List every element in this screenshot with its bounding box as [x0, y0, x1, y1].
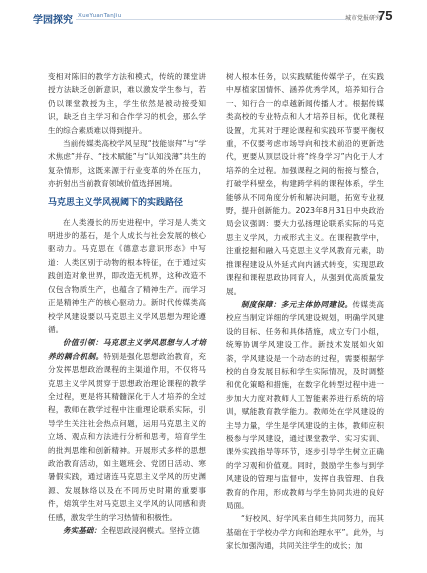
section-name: 城市党报研究	[345, 15, 382, 22]
paragraph	[226, 298, 384, 513]
journal-logo-subtitle: XueYuanTanJiu	[78, 13, 122, 19]
subheading-label: 制度保障：多元主体协同建设。	[241, 299, 353, 309]
page-number: 75	[378, 8, 393, 23]
subheading-label: 务实基础：	[63, 526, 101, 535]
paragraph-text: 传媒类高校应当制定详细的学风建设规划，明确学风建设的目标、任务和具体措施，成立专门小组，统筹协调学风建设工作。新技术发展如火如荼，学风建设是一个动态的过程，需要根据学校的自身发展目标和学生实际情况，及时调整和优化策略和措施，在数字化转型过程中进一步加大力度对教师人工智能素养进行系统的培训，赋能教育教学能力。教师处在学风建设的主导力量，学生是学风建设的主体，教师应积极参与学风建设，通过课堂教学、实习实训、课外实践指导等环节，逐步引导学生树立正确的学习观和价值观。同时，鼓励学生参与到学风建设的管理与监督中，发挥自我管理、自我教育的作用，形成教师与学生协同共进的良好局面。	[226, 299, 385, 510]
right-column	[226, 70, 384, 553]
paragraph-text: 全程思政浸润模式。坚持立德	[100, 526, 200, 535]
header-rule	[76, 19, 346, 20]
paragraph: 变相对陈旧的教学方法和模式，传统的课堂讲授方法缺乏创新意识，难以激发学生参与，若仍以课堂教授为主，学生依然是被动接受知识，缺乏自主学习和合作学习的机会，那么学生的综合素质难以得到提升。	[48, 72, 206, 135]
section-heading: 马克思主义学风视阈下的实践路径	[48, 197, 184, 208]
paragraph: 在人类漫长的历史进程中，学习是人类文明进步的基石，是个人成长与社会发展的核心驱动力。马克思在《德意志意识形态》中写道：人类区别于动物的根本特征，在于通过实践创造对象世界，即改造无机界，这种改造不仅包含物质生产，也蕴含了精神生产。而学习正是精神生产的核心驱动力。新时代传媒类高校学风建设要以马克思主义学风思想为理论遵循。	[48, 217, 206, 334]
paragraph	[48, 336, 206, 524]
journal-logo: 学园探究	[33, 15, 73, 26]
paragraph: 树人根本任务，以实践赋能传媒学子，在实践中厚植家国情怀、涵养优秀学风，培养知行合一、知行合一的卓越新闻传播人才。根据传媒类高校的专业特点和人才培养目标，优化课程设置，尤其对于理论课程和实践环节要平衡权重，不仅要考虑市场导向和技术前沿的更新迭代，更要从顶层设计将“终身学习”内化于人才培养的全过程。加强课程之间的衔接与整合，打破学科壁垒，构建跨学科的课程体系，学生能够从不同角度分析和解决问题，拓宽专业视野，提升创新能力。2023年8月31日中央政治局会议强调：要大力弘扬理论联系实际的马克思主义学风，力戒形式主义。在课程教学中，注重挖掘和融入马克思主义学风教育元素，助推课程建设从外延式向内涵式转变，实现思政课程和课程思政协同育人，从强到优高质量发展。	[226, 72, 384, 296]
paragraph: 当前传媒类高校学风呈现“技能崇拜”与“学术焦虑”并存、“技术赋能”与“认知浅薄”共生的复杂情形，这既来源于行业变革的外在压力，亦折射出当前教育领域价值选择困境。	[48, 139, 206, 189]
left-column	[48, 70, 206, 537]
subheading-label: 价值引领：	[63, 338, 103, 348]
page-header	[0, 0, 427, 38]
subheading-text: 马克思主义学风思想与人才培养的耦合机制。	[48, 338, 207, 361]
paragraph: “好校风、好学风来自师生共同努力，而其基础在于学校办学方向和治理水平”。此外，与家长加强沟通，共同关注学生的成长；加	[226, 514, 384, 551]
paragraph-text: 特别是强化思想政治教育，充分发挥思想政治课程的主渠道作用，不仅将马克思主义学风贯穿于思想政治理论课程的教学全过程，更是将其精髓深化于人才培养的全过程，教师在教学过程中注重理论联系实际，引导学生关注社会热点问题，运用马克思主义的立场、观点和方法进行分析和思考，培育学生的批判思维和创新精神。开展形式多样的思想政治教育活动，如主题班会、党团日活动、寒暑假实践，通过诸连马克思主义学风的历史渊源、发展脉络以及在不同历史时期的重要事件，熔筑学生对马克思主义学风的认同感和责任感，激发学生的学习热情和积极性。	[48, 351, 207, 522]
paragraph	[48, 524, 206, 537]
